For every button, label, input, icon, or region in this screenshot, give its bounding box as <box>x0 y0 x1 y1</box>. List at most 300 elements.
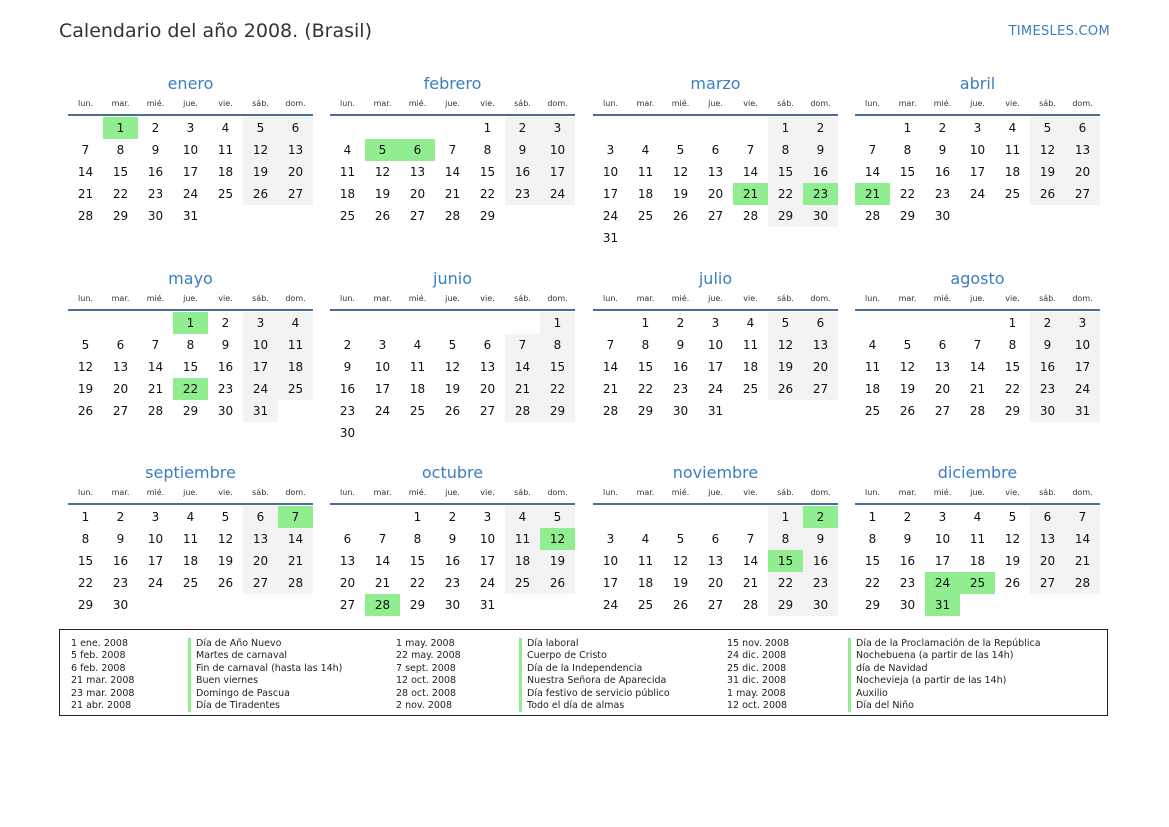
day-cell[interactable]: 15 <box>864 554 881 568</box>
day-cell[interactable]: 8 <box>540 334 575 356</box>
day-cell[interactable]: 24 <box>602 209 619 223</box>
day-cell[interactable]: 8 <box>768 528 803 550</box>
day-cell[interactable]: 1 <box>81 510 90 524</box>
day-cell[interactable]: 30 <box>112 598 129 612</box>
day-cell[interactable]: 29 <box>540 400 575 422</box>
day-cell[interactable]: 21 <box>374 576 391 590</box>
day-cell[interactable]: 5 <box>243 117 278 139</box>
day-cell[interactable]: 14 <box>864 165 881 179</box>
day-cell[interactable]: 19 <box>243 161 278 183</box>
day-cell[interactable]: 18 <box>409 382 426 396</box>
day-cell[interactable]: 16 <box>803 161 838 183</box>
day-cell[interactable]: 7 <box>746 532 755 546</box>
day-cell[interactable]: 21 <box>147 382 164 396</box>
day-cell[interactable]: 11 <box>742 338 759 352</box>
day-cell[interactable]: 20 <box>112 382 129 396</box>
day-cell[interactable]: 30 <box>1030 400 1065 422</box>
day-cell[interactable]: 1 <box>868 510 877 524</box>
day-cell[interactable]: 24 <box>969 187 986 201</box>
day-cell[interactable]: 2 <box>803 117 838 139</box>
day-cell[interactable]: 20 <box>934 382 951 396</box>
day-cell[interactable]: 1 <box>641 316 650 330</box>
day-cell[interactable]: 14 <box>505 356 540 378</box>
day-cell[interactable]: 22 <box>409 576 426 590</box>
day-cell[interactable]: 1 <box>1008 316 1017 330</box>
day-cell[interactable]: 28 <box>444 209 461 223</box>
day-cell[interactable]: 22 <box>768 572 803 594</box>
day-cell[interactable]: 26 <box>374 209 391 223</box>
day-cell[interactable]: 23 <box>672 382 689 396</box>
day-cell[interactable]: 27 <box>278 183 313 205</box>
day-cell[interactable]: 12 <box>217 532 234 546</box>
day-cell[interactable]: 12 <box>672 554 689 568</box>
day-cell[interactable]: 20 <box>409 187 426 201</box>
day-cell[interactable]: 18 <box>1004 165 1021 179</box>
day-cell[interactable]: 27 <box>707 598 724 612</box>
day-cell[interactable]: 3 <box>606 143 615 157</box>
day-cell[interactable]: 1 <box>483 121 492 135</box>
day-cell[interactable]: 2 <box>676 316 685 330</box>
day-cell[interactable]: 20 <box>803 356 838 378</box>
day-cell[interactable]: 28 <box>602 404 619 418</box>
day-cell[interactable]: 3 <box>540 117 575 139</box>
day-cell[interactable]: 16 <box>803 550 838 572</box>
day-cell[interactable]: 13 <box>278 139 313 161</box>
holiday-day-cell[interactable]: 7 <box>278 506 313 528</box>
day-cell[interactable]: 31 <box>479 598 496 612</box>
day-cell[interactable]: 12 <box>672 165 689 179</box>
day-cell[interactable]: 10 <box>374 360 391 374</box>
day-cell[interactable]: 13 <box>934 360 951 374</box>
day-cell[interactable]: 15 <box>540 356 575 378</box>
day-cell[interactable]: 9 <box>803 139 838 161</box>
day-cell[interactable]: 18 <box>217 165 234 179</box>
day-cell[interactable]: 23 <box>112 576 129 590</box>
day-cell[interactable]: 19 <box>672 187 689 201</box>
day-cell[interactable]: 14 <box>374 554 391 568</box>
day-cell[interactable]: 22 <box>540 378 575 400</box>
day-cell[interactable]: 6 <box>483 338 492 352</box>
day-cell[interactable]: 20 <box>1065 161 1100 183</box>
day-cell[interactable]: 24 <box>374 404 391 418</box>
day-cell[interactable]: 25 <box>864 404 881 418</box>
day-cell[interactable]: 22 <box>479 187 496 201</box>
day-cell[interactable]: 14 <box>742 554 759 568</box>
day-cell[interactable]: 13 <box>409 165 426 179</box>
day-cell[interactable]: 5 <box>676 143 685 157</box>
holiday-day-cell[interactable]: 1 <box>173 312 208 334</box>
day-cell[interactable]: 28 <box>147 404 164 418</box>
day-cell[interactable]: 12 <box>243 139 278 161</box>
day-cell[interactable]: 7 <box>606 338 615 352</box>
day-cell[interactable]: 18 <box>637 187 654 201</box>
day-cell[interactable]: 10 <box>147 532 164 546</box>
day-cell[interactable]: 18 <box>969 554 986 568</box>
day-cell[interactable]: 17 <box>479 554 496 568</box>
brand-link[interactable]: TIMESLES.COM <box>1008 24 1110 39</box>
day-cell[interactable]: 26 <box>77 404 94 418</box>
holiday-day-cell[interactable]: 22 <box>173 378 208 400</box>
day-cell[interactable]: 9 <box>448 532 457 546</box>
day-cell[interactable]: 25 <box>742 382 759 396</box>
day-cell[interactable]: 31 <box>602 231 619 245</box>
day-cell[interactable]: 3 <box>151 510 160 524</box>
holiday-day-cell[interactable]: 6 <box>400 139 435 161</box>
day-cell[interactable]: 29 <box>182 404 199 418</box>
day-cell[interactable]: 13 <box>339 554 356 568</box>
day-cell[interactable]: 12 <box>77 360 94 374</box>
day-cell[interactable]: 17 <box>707 360 724 374</box>
day-cell[interactable]: 4 <box>868 338 877 352</box>
day-cell[interactable]: 10 <box>1065 334 1100 356</box>
day-cell[interactable]: 23 <box>1030 378 1065 400</box>
day-cell[interactable]: 22 <box>637 382 654 396</box>
day-cell[interactable]: 8 <box>413 532 422 546</box>
day-cell[interactable]: 20 <box>707 187 724 201</box>
day-cell[interactable]: 8 <box>903 143 912 157</box>
day-cell[interactable]: 30 <box>339 426 356 440</box>
day-cell[interactable]: 4 <box>746 316 755 330</box>
holiday-day-cell[interactable]: 21 <box>855 183 890 205</box>
day-cell[interactable]: 20 <box>1030 550 1065 572</box>
day-cell[interactable]: 12 <box>768 334 803 356</box>
day-cell[interactable]: 16 <box>217 360 234 374</box>
day-cell[interactable]: 29 <box>768 205 803 227</box>
day-cell[interactable]: 29 <box>409 598 426 612</box>
day-cell[interactable]: 7 <box>1065 506 1100 528</box>
day-cell[interactable]: 10 <box>479 532 496 546</box>
day-cell[interactable]: 15 <box>409 554 426 568</box>
day-cell[interactable]: 6 <box>343 532 352 546</box>
day-cell[interactable]: 24 <box>707 382 724 396</box>
day-cell[interactable]: 8 <box>81 532 90 546</box>
day-cell[interactable]: 23 <box>339 404 356 418</box>
day-cell[interactable]: 22 <box>112 187 129 201</box>
day-cell[interactable]: 4 <box>1008 121 1017 135</box>
day-cell[interactable]: 31 <box>182 209 199 223</box>
day-cell[interactable]: 10 <box>707 338 724 352</box>
day-cell[interactable]: 25 <box>637 598 654 612</box>
day-cell[interactable]: 27 <box>243 572 278 594</box>
day-cell[interactable]: 8 <box>186 338 195 352</box>
day-cell[interactable]: 21 <box>77 187 94 201</box>
day-cell[interactable]: 5 <box>448 338 457 352</box>
day-cell[interactable]: 13 <box>707 165 724 179</box>
day-cell[interactable]: 17 <box>540 161 575 183</box>
day-cell[interactable]: 16 <box>934 165 951 179</box>
day-cell[interactable]: 19 <box>768 356 803 378</box>
day-cell[interactable]: 1 <box>413 510 422 524</box>
day-cell[interactable]: 23 <box>217 382 234 396</box>
day-cell[interactable]: 31 <box>243 400 278 422</box>
day-cell[interactable]: 16 <box>505 161 540 183</box>
day-cell[interactable]: 4 <box>641 143 650 157</box>
day-cell[interactable]: 8 <box>483 143 492 157</box>
day-cell[interactable]: 4 <box>413 338 422 352</box>
day-cell[interactable]: 10 <box>540 139 575 161</box>
holiday-day-cell[interactable]: 1 <box>103 117 138 139</box>
day-cell[interactable]: 2 <box>151 121 160 135</box>
day-cell[interactable]: 19 <box>77 382 94 396</box>
day-cell[interactable]: 30 <box>803 205 838 227</box>
day-cell[interactable]: 27 <box>1065 183 1100 205</box>
day-cell[interactable]: 6 <box>1065 117 1100 139</box>
day-cell[interactable]: 24 <box>1065 378 1100 400</box>
day-cell[interactable]: 6 <box>803 312 838 334</box>
day-cell[interactable]: 7 <box>448 143 457 157</box>
holiday-day-cell[interactable]: 24 <box>925 572 960 594</box>
day-cell[interactable]: 4 <box>973 510 982 524</box>
day-cell[interactable]: 14 <box>77 165 94 179</box>
day-cell[interactable]: 11 <box>409 360 426 374</box>
day-cell[interactable]: 6 <box>938 338 947 352</box>
day-cell[interactable]: 13 <box>1030 528 1065 550</box>
day-cell[interactable]: 13 <box>803 334 838 356</box>
day-cell[interactable]: 2 <box>938 121 947 135</box>
day-cell[interactable]: 1 <box>768 117 803 139</box>
day-cell[interactable]: 17 <box>969 165 986 179</box>
day-cell[interactable]: 12 <box>1030 139 1065 161</box>
day-cell[interactable]: 15 <box>1004 360 1021 374</box>
day-cell[interactable]: 5 <box>1008 510 1017 524</box>
day-cell[interactable]: 14 <box>444 165 461 179</box>
day-cell[interactable]: 2 <box>903 510 912 524</box>
day-cell[interactable]: 19 <box>672 576 689 590</box>
day-cell[interactable]: 4 <box>186 510 195 524</box>
holiday-day-cell[interactable]: 28 <box>365 594 400 616</box>
day-cell[interactable]: 20 <box>243 550 278 572</box>
day-cell[interactable]: 4 <box>505 506 540 528</box>
day-cell[interactable]: 5 <box>1030 117 1065 139</box>
day-cell[interactable]: 30 <box>444 598 461 612</box>
day-cell[interactable]: 24 <box>540 183 575 205</box>
day-cell[interactable]: 18 <box>339 187 356 201</box>
day-cell[interactable]: 25 <box>217 187 234 201</box>
day-cell[interactable]: 15 <box>112 165 129 179</box>
day-cell[interactable]: 5 <box>540 506 575 528</box>
day-cell[interactable]: 27 <box>112 404 129 418</box>
day-cell[interactable]: 25 <box>1004 187 1021 201</box>
day-cell[interactable]: 19 <box>217 554 234 568</box>
day-cell[interactable]: 25 <box>505 572 540 594</box>
day-cell[interactable]: 18 <box>864 382 881 396</box>
day-cell[interactable]: 31 <box>1065 400 1100 422</box>
day-cell[interactable]: 16 <box>1030 356 1065 378</box>
day-cell[interactable]: 26 <box>243 183 278 205</box>
day-cell[interactable]: 24 <box>479 576 496 590</box>
day-cell[interactable]: 11 <box>969 532 986 546</box>
day-cell[interactable]: 11 <box>1004 143 1021 157</box>
day-cell[interactable]: 15 <box>768 161 803 183</box>
day-cell[interactable]: 17 <box>602 187 619 201</box>
holiday-day-cell[interactable]: 21 <box>733 183 768 205</box>
day-cell[interactable]: 29 <box>77 598 94 612</box>
day-cell[interactable]: 2 <box>116 510 125 524</box>
day-cell[interactable]: 21 <box>444 187 461 201</box>
day-cell[interactable]: 21 <box>505 378 540 400</box>
day-cell[interactable]: 21 <box>969 382 986 396</box>
day-cell[interactable]: 5 <box>221 510 230 524</box>
day-cell[interactable]: 15 <box>182 360 199 374</box>
day-cell[interactable]: 10 <box>934 532 951 546</box>
day-cell[interactable]: 9 <box>116 532 125 546</box>
day-cell[interactable]: 26 <box>1030 183 1065 205</box>
day-cell[interactable]: 6 <box>711 532 720 546</box>
day-cell[interactable]: 11 <box>505 528 540 550</box>
day-cell[interactable]: 28 <box>742 209 759 223</box>
day-cell[interactable]: 20 <box>339 576 356 590</box>
holiday-day-cell[interactable]: 2 <box>803 506 838 528</box>
day-cell[interactable]: 11 <box>637 554 654 568</box>
day-cell[interactable]: 23 <box>147 187 164 201</box>
day-cell[interactable]: 8 <box>116 143 125 157</box>
day-cell[interactable]: 20 <box>707 576 724 590</box>
day-cell[interactable]: 11 <box>278 334 313 356</box>
day-cell[interactable]: 19 <box>444 382 461 396</box>
day-cell[interactable]: 24 <box>243 378 278 400</box>
day-cell[interactable]: 3 <box>1065 312 1100 334</box>
day-cell[interactable]: 4 <box>221 121 230 135</box>
day-cell[interactable]: 9 <box>505 139 540 161</box>
day-cell[interactable]: 23 <box>899 576 916 590</box>
day-cell[interactable]: 22 <box>1004 382 1021 396</box>
day-cell[interactable]: 4 <box>343 143 352 157</box>
day-cell[interactable]: 26 <box>540 572 575 594</box>
day-cell[interactable]: 1 <box>768 506 803 528</box>
day-cell[interactable]: 16 <box>899 554 916 568</box>
day-cell[interactable]: 10 <box>602 165 619 179</box>
day-cell[interactable]: 17 <box>374 382 391 396</box>
day-cell[interactable]: 9 <box>1030 334 1065 356</box>
day-cell[interactable]: 11 <box>182 532 199 546</box>
day-cell[interactable]: 29 <box>864 598 881 612</box>
day-cell[interactable]: 5 <box>676 532 685 546</box>
day-cell[interactable]: 25 <box>339 209 356 223</box>
day-cell[interactable]: 19 <box>374 187 391 201</box>
day-cell[interactable]: 25 <box>409 404 426 418</box>
day-cell[interactable]: 2 <box>1030 312 1065 334</box>
day-cell[interactable]: 18 <box>182 554 199 568</box>
day-cell[interactable]: 9 <box>676 338 685 352</box>
day-cell[interactable]: 2 <box>221 316 230 330</box>
day-cell[interactable]: 6 <box>278 117 313 139</box>
day-cell[interactable]: 28 <box>77 209 94 223</box>
day-cell[interactable]: 27 <box>803 378 838 400</box>
holiday-day-cell[interactable]: 5 <box>365 139 400 161</box>
day-cell[interactable]: 27 <box>707 209 724 223</box>
day-cell[interactable]: 30 <box>934 209 951 223</box>
day-cell[interactable]: 17 <box>602 576 619 590</box>
day-cell[interactable]: 17 <box>147 554 164 568</box>
day-cell[interactable]: 26 <box>768 378 803 400</box>
day-cell[interactable]: 10 <box>243 334 278 356</box>
day-cell[interactable]: 12 <box>444 360 461 374</box>
day-cell[interactable]: 22 <box>899 187 916 201</box>
day-cell[interactable]: 10 <box>182 143 199 157</box>
day-cell[interactable]: 3 <box>186 121 195 135</box>
holiday-day-cell[interactable]: 12 <box>540 528 575 550</box>
day-cell[interactable]: 6 <box>116 338 125 352</box>
day-cell[interactable]: 23 <box>803 572 838 594</box>
day-cell[interactable]: 8 <box>1008 338 1017 352</box>
day-cell[interactable]: 8 <box>868 532 877 546</box>
day-cell[interactable]: 13 <box>479 360 496 374</box>
day-cell[interactable]: 10 <box>969 143 986 157</box>
day-cell[interactable]: 27 <box>1030 572 1065 594</box>
holiday-day-cell[interactable]: 25 <box>960 572 995 594</box>
day-cell[interactable]: 4 <box>278 312 313 334</box>
day-cell[interactable]: 9 <box>903 532 912 546</box>
day-cell[interactable]: 30 <box>672 404 689 418</box>
day-cell[interactable]: 17 <box>1065 356 1100 378</box>
day-cell[interactable]: 2 <box>448 510 457 524</box>
holiday-day-cell[interactable]: 23 <box>803 183 838 205</box>
day-cell[interactable]: 5 <box>81 338 90 352</box>
day-cell[interactable]: 15 <box>479 165 496 179</box>
day-cell[interactable]: 13 <box>707 554 724 568</box>
day-cell[interactable]: 27 <box>934 404 951 418</box>
day-cell[interactable]: 27 <box>339 598 356 612</box>
day-cell[interactable]: 24 <box>147 576 164 590</box>
day-cell[interactable]: 9 <box>221 338 230 352</box>
day-cell[interactable]: 25 <box>278 378 313 400</box>
day-cell[interactable]: 2 <box>505 117 540 139</box>
day-cell[interactable]: 19 <box>1004 554 1021 568</box>
day-cell[interactable]: 28 <box>969 404 986 418</box>
day-cell[interactable]: 29 <box>899 209 916 223</box>
day-cell[interactable]: 16 <box>112 554 129 568</box>
day-cell[interactable]: 27 <box>409 209 426 223</box>
day-cell[interactable]: 18 <box>505 550 540 572</box>
day-cell[interactable]: 17 <box>934 554 951 568</box>
day-cell[interactable]: 20 <box>278 161 313 183</box>
day-cell[interactable]: 15 <box>77 554 94 568</box>
day-cell[interactable]: 25 <box>637 209 654 223</box>
day-cell[interactable]: 29 <box>112 209 129 223</box>
day-cell[interactable]: 9 <box>151 143 160 157</box>
day-cell[interactable]: 16 <box>672 360 689 374</box>
day-cell[interactable]: 21 <box>278 550 313 572</box>
day-cell[interactable]: 18 <box>742 360 759 374</box>
day-cell[interactable]: 30 <box>217 404 234 418</box>
day-cell[interactable]: 28 <box>864 209 881 223</box>
day-cell[interactable]: 22 <box>77 576 94 590</box>
day-cell[interactable]: 23 <box>934 187 951 201</box>
day-cell[interactable]: 19 <box>1030 161 1065 183</box>
day-cell[interactable]: 26 <box>899 404 916 418</box>
day-cell[interactable]: 6 <box>1030 506 1065 528</box>
day-cell[interactable]: 13 <box>243 528 278 550</box>
day-cell[interactable]: 23 <box>444 576 461 590</box>
day-cell[interactable]: 28 <box>505 400 540 422</box>
day-cell[interactable]: 30 <box>803 594 838 616</box>
day-cell[interactable]: 3 <box>973 121 982 135</box>
day-cell[interactable]: 2 <box>343 338 352 352</box>
day-cell[interactable]: 21 <box>742 576 759 590</box>
day-cell[interactable]: 3 <box>711 316 720 330</box>
day-cell[interactable]: 8 <box>768 139 803 161</box>
day-cell[interactable]: 12 <box>374 165 391 179</box>
day-cell[interactable]: 16 <box>147 165 164 179</box>
day-cell[interactable]: 29 <box>637 404 654 418</box>
day-cell[interactable]: 1 <box>540 312 575 334</box>
day-cell[interactable]: 24 <box>182 187 199 201</box>
day-cell[interactable]: 22 <box>864 576 881 590</box>
day-cell[interactable]: 8 <box>641 338 650 352</box>
day-cell[interactable]: 25 <box>182 576 199 590</box>
day-cell[interactable]: 30 <box>899 598 916 612</box>
day-cell[interactable]: 6 <box>711 143 720 157</box>
